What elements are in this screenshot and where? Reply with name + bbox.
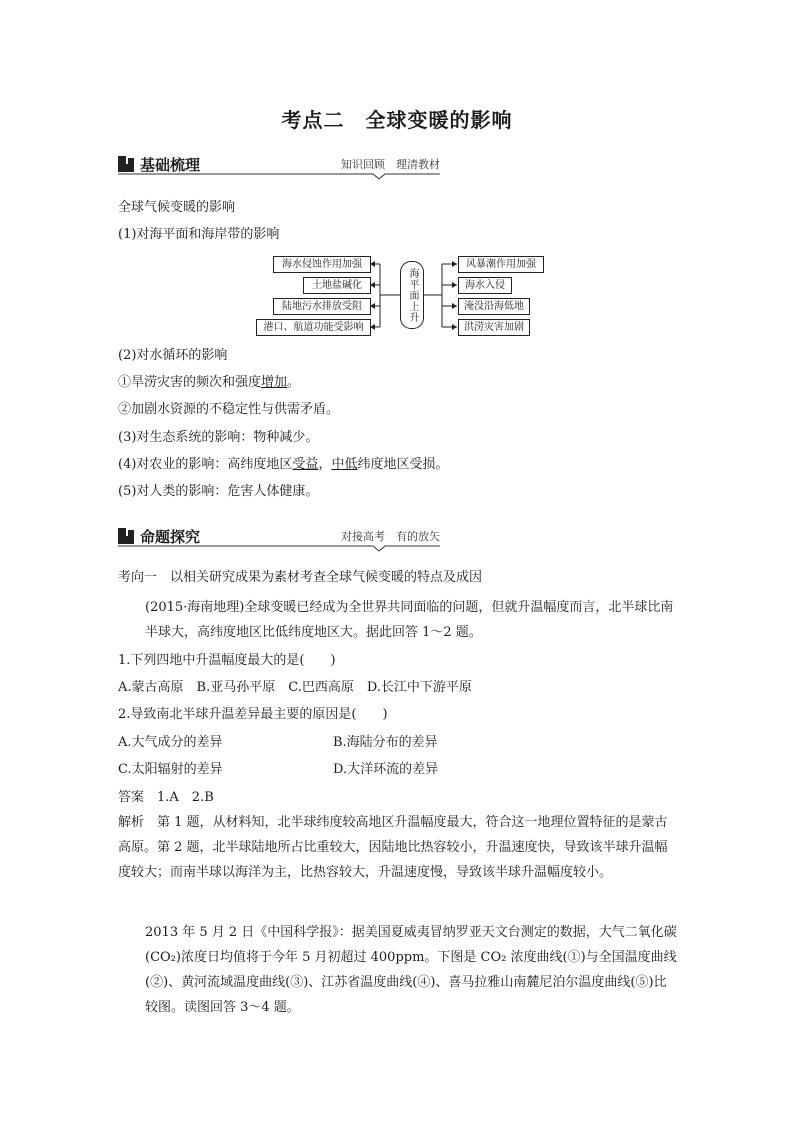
section-header-exploration — [118, 524, 440, 550]
section-subtitle: 对接高考 有的放矢 — [341, 530, 440, 543]
diagram-left-box: 陆地污水排放受阻 — [273, 298, 371, 315]
question-intro: (2015·海南地理)全球变暖已经成为全世界共同面临的问题，但就升温幅度而言，北半球比南半球大，高纬度地区比低纬度地区大。据此回答 1～2 题。 — [145, 600, 674, 640]
diagram-right-box: 洪涝灾害加剧 — [458, 319, 530, 336]
reading-passage: 2013 年 5 月 2 日《中国科学报》：据美国夏威夷冒纳罗亚天文台测定的数据，大气二氧化碳(CO₂)浓度日均值将于今年 5 月初超过 400ppm。下图是 CO₂ 浓度曲线(①)与全国温度曲线(②)、黄河流域温度曲线(③)、江苏省温度曲线(④)、喜马拉雅山南麓尼泊尔温度曲线(⑤)比较图。读图回答 3～4 题。 — [145, 925, 677, 1015]
sea-level-diagram — [256, 254, 542, 336]
diagram-right-box: 淹没沿海低地 — [458, 298, 530, 315]
basics-heading: 全球气候变暖的影响 — [118, 200, 236, 215]
section-square-icon — [118, 156, 134, 172]
diagram-left-box: 海水侵蚀作用加强 — [273, 256, 371, 273]
option-b: B.海陆分布的差异 — [333, 735, 438, 750]
page-title: 考点二 全球变暖的影响 — [281, 108, 513, 132]
section-title: 命题探究 — [140, 528, 201, 546]
question-1: 1.下列四地中升温幅度最大的是( ) — [118, 653, 336, 668]
basics-item5: (5)对人类的影响：危害人体健康。 — [118, 484, 319, 499]
question-2: 2.导致南北半球升温差异最主要的原因是( ) — [118, 707, 388, 722]
option-d: D.大洋环流的差异 — [333, 762, 439, 777]
answer: 答案 1.A 2.B — [118, 790, 214, 805]
diagram-right-box: 风暴潮作用加强 — [458, 256, 544, 273]
basics-item3: (3)对生态系统的影响：物种减少。 — [118, 430, 319, 445]
option-c: C.太阳辐射的差异 — [118, 762, 223, 777]
diagram-center-oval: 海平面上升 — [400, 261, 424, 329]
section-subtitle: 知识回顾 理清教材 — [341, 158, 440, 171]
option-a: A.大气成分的差异 — [118, 735, 223, 750]
section-header-basics — [118, 152, 440, 178]
section-underline — [118, 544, 440, 552]
diagram-left-box: 港口、航道功能受影响 — [256, 319, 371, 336]
basics-item1: (1)对海平面和海岸带的影响 — [118, 227, 280, 242]
question-2-options — [118, 733, 518, 783]
basics-item2a: ①旱涝灾害的频次和强度增加。 — [118, 375, 301, 390]
direction-heading: 考向一 以相关研究成果为素材考查全球气候变暖的特点及成因 — [118, 570, 483, 585]
basics-item4: (4)对农业的影响：高纬度地区受益，中低纬度地区受损。 — [118, 457, 449, 472]
section-title: 基础梳理 — [140, 156, 201, 174]
analysis: 解析 第 1 题，从材料知，北半球纬度较高地区升温幅度最大，符合这一地理位置特征的是蒙古高原。第 2 题，北半球陆地所占比重较大，因陆地比热容较小，升温速度快，导致该半球升温幅度较大；而南半球以海洋为主，比热容较大，升温速度慢，导致该半球升温幅度较小。 — [118, 815, 668, 880]
basics-item2b: ②加剧水资源的不稳定性与供需矛盾。 — [118, 402, 340, 417]
basics-item2: (2)对水循环的影响 — [118, 348, 228, 363]
section-square-icon — [118, 528, 134, 544]
diagram-right-box: 海水入侵 — [458, 277, 512, 294]
section-underline — [118, 172, 440, 180]
diagram-left-box: 土地盐碱化 — [303, 277, 371, 294]
question-1-options: A.蒙古高原 B.亚马孙平原 C.巴西高原 D.长江中下游平原 — [118, 680, 472, 695]
